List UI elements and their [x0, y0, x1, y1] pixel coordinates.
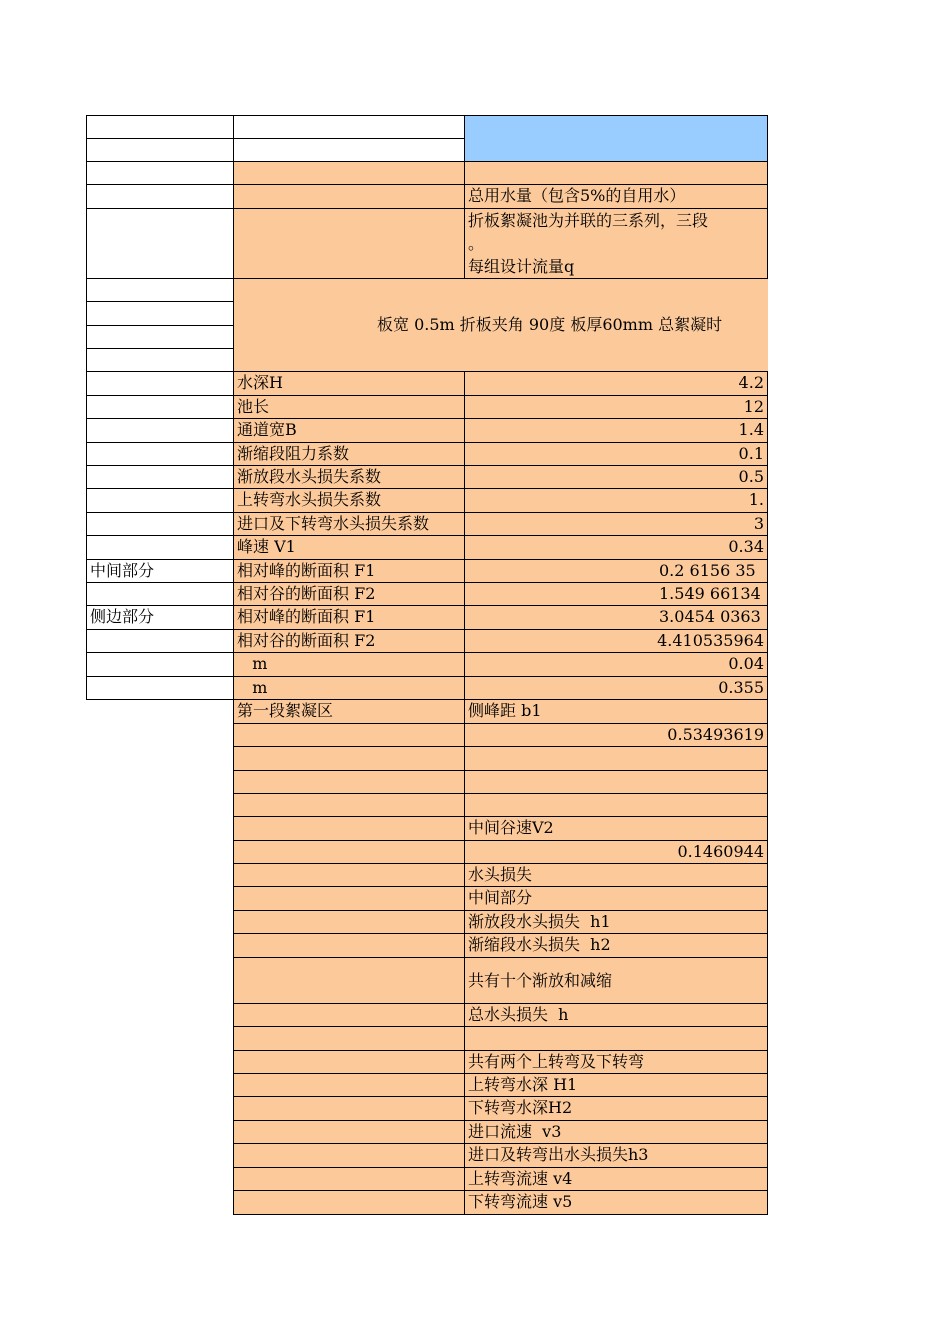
- tank-desc-text: 折板絮凝池为并联的三系列，三段: [468, 211, 709, 230]
- cell-a11[interactable]: [86, 395, 234, 419]
- stage1-b5[interactable]: [233, 793, 465, 817]
- cell-a18[interactable]: [86, 559, 234, 583]
- two-turns-cell[interactable]: [464, 1050, 768, 1074]
- cell-a14[interactable]: [86, 465, 234, 489]
- plate-params-block[interactable]: [233, 278, 768, 372]
- param-label-text: 通道宽B: [237, 420, 297, 439]
- param-value-11[interactable]: [464, 605, 768, 630]
- expand-loss-cell[interactable]: [464, 910, 768, 934]
- cell-a3[interactable]: [86, 161, 234, 185]
- cell-c4[interactable]: [464, 184, 768, 209]
- cell-a1[interactable]: [86, 115, 234, 139]
- stage1-b13[interactable]: [233, 1003, 465, 1027]
- plate-params-text: 板宽 0.5m 折板夹角 90度 板厚60mm 总絮凝时: [377, 315, 723, 334]
- param-value-text: 0.1: [738, 444, 764, 463]
- ten-note-cell[interactable]: [464, 957, 768, 1004]
- cell-b1[interactable]: [233, 115, 465, 139]
- stage1-b3[interactable]: [233, 746, 465, 771]
- cell-a20[interactable]: [86, 605, 234, 630]
- stage1-b2[interactable]: [233, 723, 465, 747]
- param-value-8[interactable]: [464, 535, 768, 560]
- cell-c5[interactable]: [464, 208, 768, 279]
- lower-speed-label: 下转弯流速 v5: [468, 1192, 573, 1211]
- side-peak-value: 0.53493619: [667, 725, 764, 744]
- param-label-11[interactable]: [233, 605, 465, 630]
- param-label-text: 上转弯水头损失系数: [237, 490, 382, 509]
- stage1-c3[interactable]: [464, 746, 768, 771]
- upper-depth-cell[interactable]: [464, 1073, 768, 1097]
- stage1-title-cell[interactable]: [233, 699, 465, 724]
- stage1-b21[interactable]: [233, 1190, 465, 1215]
- side-peak-cell[interactable]: [464, 699, 768, 724]
- param-value-text: 0.5: [738, 467, 764, 486]
- cell-a2[interactable]: [86, 138, 234, 162]
- cell-a4[interactable]: [86, 184, 234, 209]
- cell-a19[interactable]: [86, 582, 234, 606]
- stage1-b10[interactable]: [233, 910, 465, 934]
- lower-speed-cell[interactable]: [464, 1190, 768, 1215]
- stage1-b15[interactable]: [233, 1050, 465, 1074]
- stage1-b9[interactable]: [233, 886, 465, 911]
- cell-c3[interactable]: [464, 161, 768, 185]
- lower-depth-cell[interactable]: [464, 1096, 768, 1121]
- param-label-1[interactable]: [233, 371, 465, 396]
- param-value-text: 4.2: [738, 373, 764, 392]
- param-label-text: 相对谷的断面积 F2: [237, 631, 376, 650]
- param-value-text: 4.410535964: [657, 631, 764, 650]
- upper-speed-label: 上转弯流速 v4: [468, 1169, 573, 1188]
- param-value-2[interactable]: [464, 395, 768, 419]
- cell-a23[interactable]: [86, 676, 234, 700]
- inlet-speed-cell[interactable]: [464, 1120, 768, 1144]
- shrink-loss-cell[interactable]: [464, 933, 768, 958]
- lower-depth-label: 下转弯水深H2: [468, 1098, 573, 1117]
- tank-desc-dot: 。: [468, 234, 485, 253]
- cell-b4[interactable]: [233, 184, 465, 209]
- param-label-14[interactable]: [233, 676, 465, 700]
- cell-a6[interactable]: [86, 278, 234, 302]
- inlet-speed-label: 进口流速 v3: [468, 1122, 562, 1141]
- cell-b3[interactable]: [233, 161, 465, 185]
- param-label-5[interactable]: [233, 465, 465, 489]
- param-value-text: 3.0454 0363: [659, 607, 761, 626]
- cell-a8[interactable]: [86, 325, 234, 349]
- param-value-10[interactable]: [464, 582, 768, 606]
- upper-depth-label: 上转弯水深 H1: [468, 1075, 578, 1094]
- expand-loss-label: 渐放段水头损失 h1: [468, 912, 611, 931]
- cell-a12[interactable]: [86, 418, 234, 443]
- stage1-title: 第一段絮凝区: [237, 701, 334, 720]
- param-value-9[interactable]: [464, 559, 768, 583]
- param-value-5[interactable]: [464, 465, 768, 489]
- param-label-text: 相对谷的断面积 F2: [237, 584, 376, 603]
- param-label-text: m: [237, 678, 268, 697]
- param-label-2[interactable]: [233, 395, 465, 419]
- param-label-13[interactable]: [233, 652, 465, 677]
- param-label-text: 进口及下转弯水头损失系数: [237, 514, 430, 533]
- cell-a21[interactable]: [86, 629, 234, 653]
- param-value-1[interactable]: [464, 371, 768, 396]
- param-value-14[interactable]: [464, 676, 768, 700]
- param-label-text: 相对峰的断面积 F1: [237, 561, 376, 580]
- stage1-b16[interactable]: [233, 1073, 465, 1097]
- cell-a10[interactable]: [86, 371, 234, 396]
- stage1-b7[interactable]: [233, 840, 465, 864]
- param-value-text: 12: [743, 397, 764, 416]
- mid-valley-cell[interactable]: [464, 816, 768, 841]
- cell-a15[interactable]: [86, 488, 234, 513]
- param-value-text: 1.549 66134: [659, 584, 761, 603]
- stage1-b11[interactable]: [233, 933, 465, 958]
- param-label-3[interactable]: [233, 418, 465, 443]
- shrink-loss-label: 渐缩段水头损失 h2: [468, 935, 611, 954]
- cell-b2[interactable]: [233, 138, 465, 162]
- cell-a13[interactable]: [86, 442, 234, 466]
- side-peak-value-cell[interactable]: [464, 723, 768, 747]
- stage1-b18[interactable]: [233, 1120, 465, 1144]
- header-blue-cell[interactable]: [464, 115, 768, 162]
- param-label-text: 相对峰的断面积 F1: [237, 607, 376, 626]
- stage1-b14[interactable]: [233, 1026, 465, 1051]
- stage1-c4[interactable]: [464, 770, 768, 794]
- stage1-c14[interactable]: [464, 1026, 768, 1051]
- two-turns-label: 共有两个上转弯及下转弯: [468, 1052, 645, 1071]
- stage1-b19[interactable]: [233, 1143, 465, 1168]
- mid-valley-label: 中间谷速V2: [468, 818, 554, 837]
- mid-valley-value: 0.1460944: [677, 842, 764, 861]
- middle-part-cell[interactable]: [464, 886, 768, 911]
- param-value-text: 3: [753, 514, 764, 533]
- param-label-4[interactable]: [233, 442, 465, 466]
- param-label-6[interactable]: [233, 488, 465, 513]
- side-part-label: 侧边部分: [90, 607, 155, 626]
- group-flow-label: 每组设计流量q: [468, 257, 575, 276]
- head-loss-cell[interactable]: [464, 863, 768, 887]
- stage1-b8[interactable]: [233, 863, 465, 887]
- param-value-3[interactable]: [464, 418, 768, 443]
- param-value-7[interactable]: [464, 512, 768, 536]
- stage1-b12[interactable]: [233, 957, 465, 1004]
- cell-a9[interactable]: [86, 348, 234, 372]
- total-loss-label: 总水头损失 h: [468, 1005, 569, 1024]
- param-value-4[interactable]: [464, 442, 768, 466]
- stage1-b17[interactable]: [233, 1096, 465, 1121]
- param-label-8[interactable]: [233, 535, 465, 560]
- cell-a5[interactable]: [86, 208, 234, 279]
- cell-a7[interactable]: [86, 301, 234, 326]
- cell-a16[interactable]: [86, 512, 234, 536]
- param-label-12[interactable]: [233, 629, 465, 653]
- stage1-b4[interactable]: [233, 770, 465, 794]
- upper-speed-cell[interactable]: [464, 1167, 768, 1191]
- param-value-text: 1.: [748, 490, 764, 509]
- param-value-12[interactable]: [464, 629, 768, 653]
- stage1-b6[interactable]: [233, 816, 465, 841]
- middle-part-text: 中间部分: [468, 888, 533, 907]
- param-value-text: 0.2 6156 35: [659, 561, 756, 580]
- param-label-text: 池长: [237, 397, 270, 416]
- cell-b5[interactable]: [233, 208, 465, 279]
- inlet-loss-cell[interactable]: [464, 1143, 768, 1168]
- param-value-text: 0.355: [718, 678, 764, 697]
- param-label-text: 水深H: [237, 373, 283, 392]
- cell-a22[interactable]: [86, 652, 234, 677]
- stage1-c5[interactable]: [464, 793, 768, 817]
- cell-a17[interactable]: [86, 535, 234, 560]
- param-label-text: 渐缩段阻力系数: [237, 444, 350, 463]
- param-label-9[interactable]: [233, 559, 465, 583]
- param-value-13[interactable]: [464, 652, 768, 677]
- param-label-text: m: [237, 654, 268, 673]
- stage1-b20[interactable]: [233, 1167, 465, 1191]
- total-water-label: 总用水量（包含5%的自用水）: [468, 186, 686, 205]
- total-loss-cell[interactable]: [464, 1003, 768, 1027]
- param-label-text: 峰速 V1: [237, 537, 296, 556]
- param-label-text: 渐放段水头损失系数: [237, 467, 382, 486]
- ten-note-label: 共有十个渐放和减缩: [468, 970, 613, 990]
- inlet-loss-label: 进口及转弯出水头损失h3: [468, 1145, 649, 1164]
- param-value-text: 0.34: [728, 537, 764, 556]
- param-value-text: 1.4: [738, 420, 764, 439]
- head-loss-label: 水头损失: [468, 865, 533, 884]
- middle-part-label: 中间部分: [90, 561, 155, 580]
- param-label-10[interactable]: [233, 582, 465, 606]
- param-label-7[interactable]: [233, 512, 465, 536]
- side-peak-label: 侧峰距 b1: [468, 701, 542, 720]
- param-value-6[interactable]: [464, 488, 768, 513]
- param-value-text: 0.04: [728, 654, 764, 673]
- mid-valley-value-cell[interactable]: [464, 840, 768, 864]
